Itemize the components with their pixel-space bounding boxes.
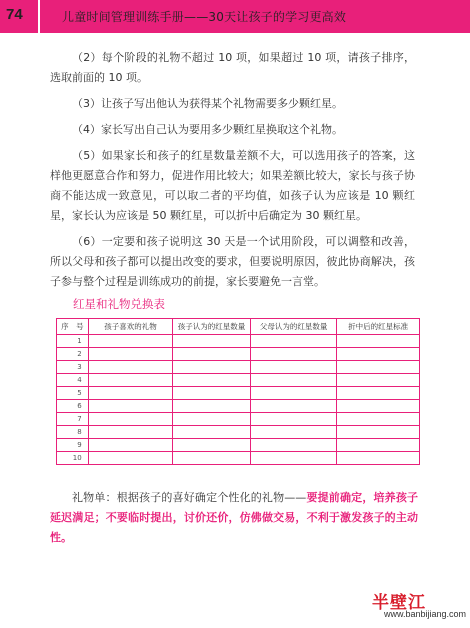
row-number: 8	[57, 426, 89, 439]
empty-cell	[337, 387, 420, 400]
empty-cell	[337, 374, 420, 387]
empty-cell	[250, 374, 337, 387]
row-number: 2	[57, 348, 89, 361]
paragraph-3: （3）让孩子写出他认为获得某个礼物需要多少颗红星。	[72, 97, 343, 110]
row-number: 5	[57, 387, 89, 400]
empty-cell	[173, 400, 251, 413]
empty-cell	[337, 348, 420, 361]
page-number: 74	[6, 6, 23, 23]
empty-cell	[337, 400, 420, 413]
table-row	[57, 400, 420, 413]
table-row	[57, 452, 420, 465]
empty-cell	[173, 387, 251, 400]
empty-cell	[337, 413, 420, 426]
header-divider	[38, 0, 40, 33]
table-row	[57, 374, 420, 387]
empty-cell	[88, 439, 173, 452]
empty-cell	[250, 439, 337, 452]
table-row	[57, 426, 420, 439]
empty-cell	[173, 452, 251, 465]
paragraph-5: （5）如果家长和孩子的红星数量差额不大，可以选用孩子的答案，这样他更愿意合作和努力，促进作用比较大；如果差额比较大，家长与孩子协商不能达成一致意见，可以取二者的平均值，如孩子认为应该是 10 颗红星，家长认为应该是 50 颗红星，可以折中后确定为 30 颗红星。	[50, 149, 415, 222]
empty-cell	[250, 400, 337, 413]
empty-cell	[250, 361, 337, 374]
watermark-url: www.banbijiang.com	[383, 609, 466, 619]
empty-cell	[173, 439, 251, 452]
table-row	[57, 439, 420, 452]
exchange-table	[56, 318, 420, 465]
page-header	[0, 0, 470, 33]
table-row	[57, 335, 420, 348]
empty-cell	[173, 361, 251, 374]
empty-cell	[337, 439, 420, 452]
body-text	[50, 48, 415, 298]
empty-cell	[88, 452, 173, 465]
col-header-index: 序 号	[57, 319, 89, 335]
empty-cell	[250, 413, 337, 426]
row-number: 9	[57, 439, 89, 452]
running-title: 儿童时间管理训练手册——30天让孩子的学习更高效	[62, 10, 347, 24]
empty-cell	[250, 452, 337, 465]
empty-cell	[250, 335, 337, 348]
empty-cell	[88, 400, 173, 413]
empty-cell	[88, 426, 173, 439]
row-number: 7	[57, 413, 89, 426]
row-number: 4	[57, 374, 89, 387]
row-number: 3	[57, 361, 89, 374]
empty-cell	[337, 335, 420, 348]
paragraph-6: （6）一定要和孩子说明这 30 天是一个试用阶段，可以调整和改善，所以父母和孩子都可以提出改变的要求，但要说明原因，彼此协商解决，孩子参与整个过程是训练成功的前提，家长要避免一言堂。	[50, 235, 415, 288]
paragraph-2: （2）每个阶段的礼物不超过 10 项，如果超过 10 项，请孩子排序，选取前面的 10 项。	[50, 51, 415, 84]
row-number: 10	[57, 452, 89, 465]
table-row	[57, 387, 420, 400]
empty-cell	[173, 413, 251, 426]
empty-cell	[250, 348, 337, 361]
empty-cell	[250, 387, 337, 400]
table-header-row	[57, 319, 420, 335]
watermark-logo: 半壁江	[372, 593, 426, 613]
note-emphasis: 要提前确定，培养孩子延迟满足；不要临时提出，讨价还价，仿佛做交易，不利于激发孩子的主动性。	[50, 491, 419, 544]
col-header-gift: 孩子喜欢的礼物	[88, 319, 173, 335]
empty-cell	[88, 387, 173, 400]
paragraph-4: （4）家长写出自己认为要用多少颗红星换取这个礼物。	[72, 123, 343, 136]
empty-cell	[173, 335, 251, 348]
empty-cell	[173, 374, 251, 387]
col-header-child-stars: 孩子认为的红星数量	[173, 319, 251, 335]
col-header-parent-stars: 父母认为的红星数量	[250, 319, 337, 335]
empty-cell	[88, 348, 173, 361]
empty-cell	[173, 348, 251, 361]
table-row	[57, 348, 420, 361]
empty-cell	[88, 374, 173, 387]
table-row	[57, 361, 420, 374]
empty-cell	[173, 426, 251, 439]
col-header-final-stars: 折中后的红星标准	[337, 319, 420, 335]
row-number: 6	[57, 400, 89, 413]
empty-cell	[337, 361, 420, 374]
empty-cell	[250, 426, 337, 439]
note-prefix: 礼物单：根据孩子的喜好确定个性化的礼物——	[72, 491, 307, 504]
row-number: 1	[57, 335, 89, 348]
empty-cell	[88, 413, 173, 426]
empty-cell	[88, 335, 173, 348]
table-row	[57, 413, 420, 426]
gift-list-note	[50, 488, 418, 548]
table-title: 红星和礼物兑换表	[73, 297, 165, 311]
empty-cell	[337, 426, 420, 439]
empty-cell	[88, 361, 173, 374]
empty-cell	[337, 452, 420, 465]
